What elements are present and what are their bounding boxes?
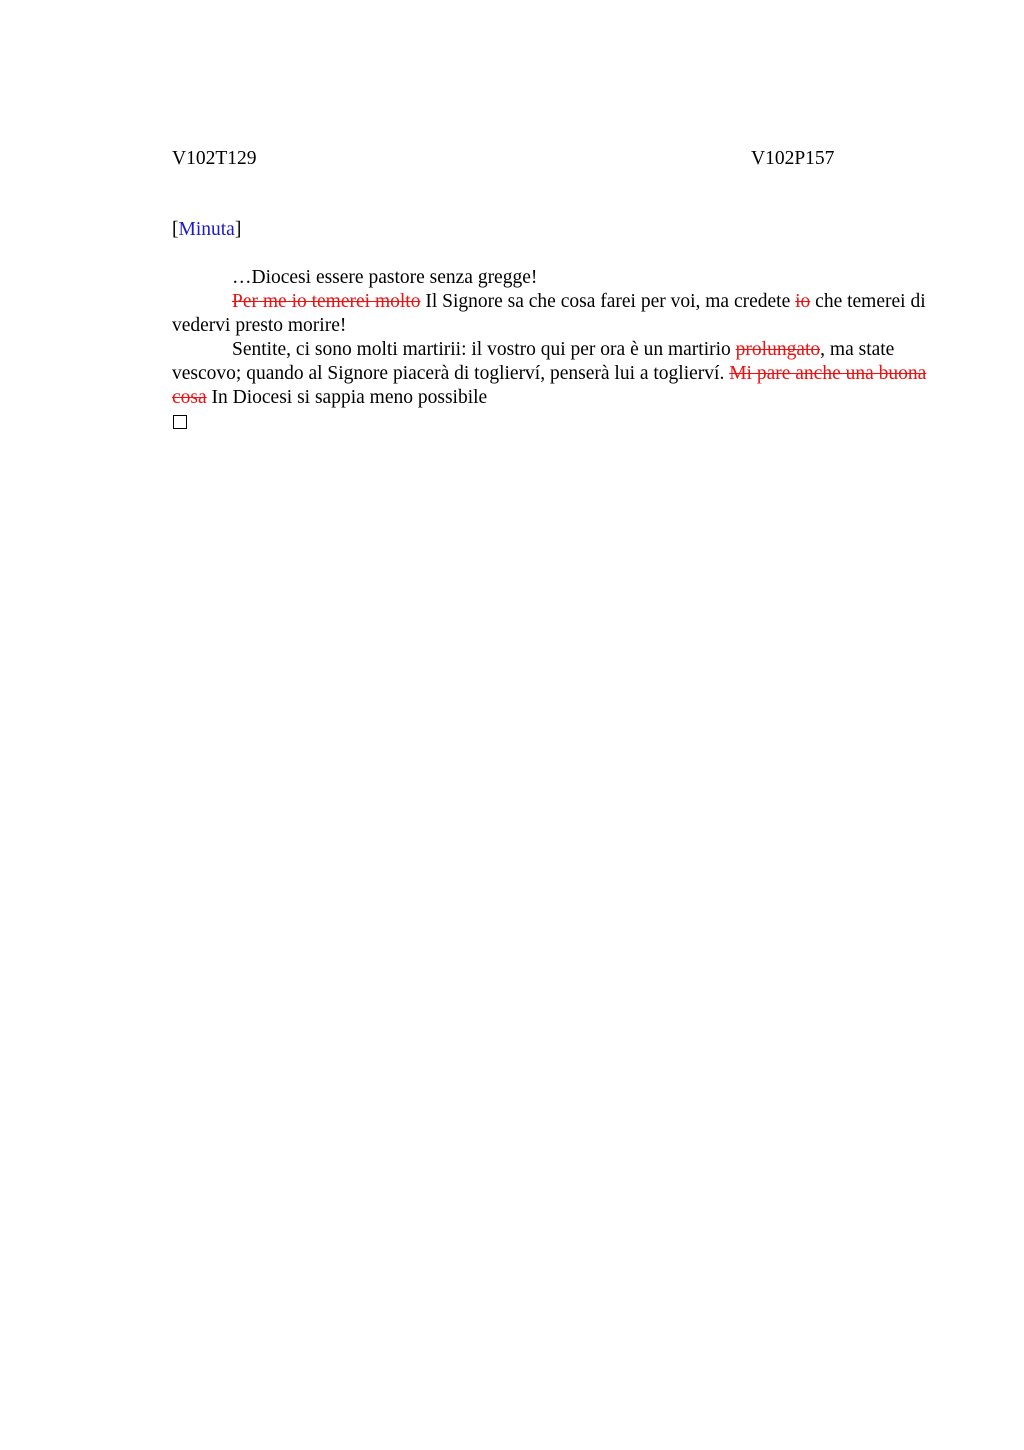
- paragraph-3-text-1: Sentite, ci sono molti martirii: il vostro qui per ora è un martirio: [232, 339, 736, 360]
- paragraph-3-text-2: , ma state vescovo; quando al Signore piacerà di toglierví, penserà lui a toglierví.: [172, 339, 895, 384]
- document-code-left: V102T129: [172, 148, 257, 169]
- paragraph-2: [172, 290, 932, 338]
- paragraph-3: [172, 338, 932, 410]
- label-close-bracket: ]: [234, 219, 242, 240]
- deleted-text: Per me io temerei molto: [232, 291, 421, 312]
- document-code-right: V102P157: [751, 148, 835, 169]
- deleted-text: Mi pare anche una buona cosa: [172, 363, 927, 408]
- paragraph-1-text: …Diocesi essere pastore senza gregge!: [232, 267, 538, 288]
- label-open-bracket: [: [172, 219, 179, 240]
- square-outline-icon: [173, 415, 187, 429]
- deleted-text: prolungato: [735, 339, 821, 360]
- label-text: Minuta: [178, 219, 235, 240]
- paragraph-2-text-1: Il Signore sa che cosa farei per voi, ma credete: [420, 291, 796, 312]
- letter-body: [172, 266, 932, 429]
- document-type-label: [172, 218, 241, 242]
- paragraph-3-text-3: In Diocesi si sappia meno possibile: [206, 387, 488, 408]
- paragraph-2-text-2: che temerei di vedervi presto morire!: [172, 291, 926, 336]
- paragraph-1: [172, 266, 932, 290]
- deleted-text: io: [795, 291, 811, 312]
